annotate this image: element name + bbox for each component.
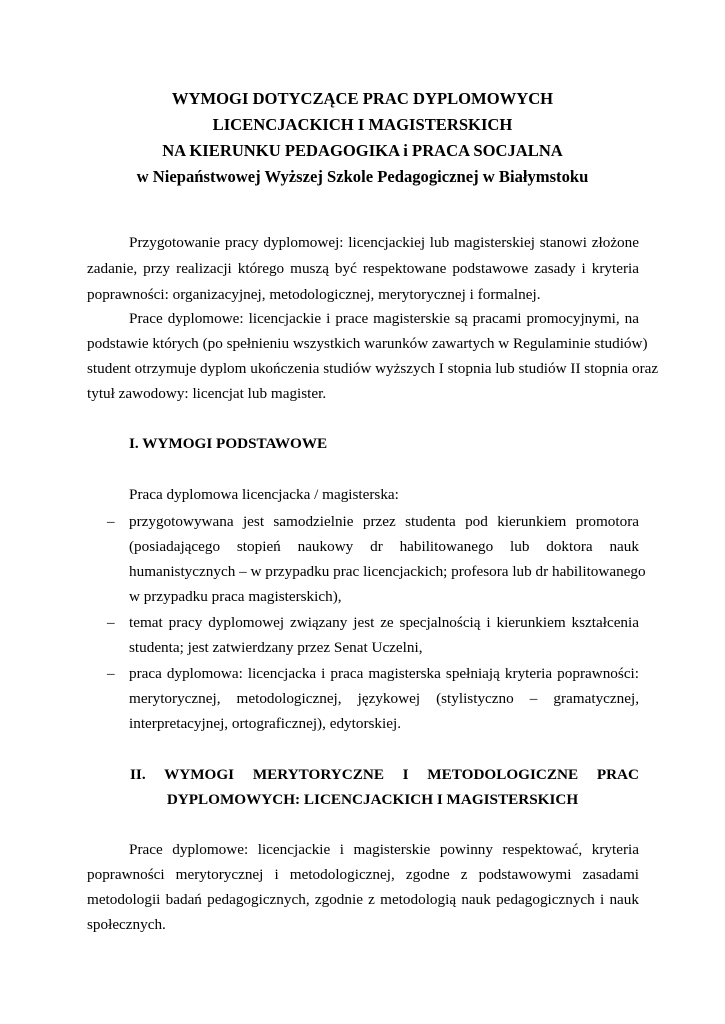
title-line-3: NA KIERUNKU PEDAGOGIKA i PRACA SOCJALNA (162, 141, 563, 160)
title-line-2: LICENCJACKICH I MAGISTERSKICH (212, 115, 513, 134)
intro-p1-line-3: poprawności: organizacyjnej, metodologicznej, merytorycznej i formalnej. (87, 286, 541, 303)
bullet-3-line-1: praca dyplomowa: licencjacka i praca magisterska spełniają kryteria poprawności: (129, 665, 639, 682)
bullet-dash: – (107, 614, 115, 631)
section-1-lead: Praca dyplomowa licencjacka / magisterska: (129, 486, 399, 503)
intro-p1-line-2: zadanie, przy realizacji którego muszą być respektowane podstawowe zasady i kryteria (87, 260, 639, 277)
bullet-2-line-1: temat pracy dyplomowej związany jest ze specjalnością i kierunkiem kształcenia (129, 614, 639, 631)
document-title (0, 86, 725, 190)
bullet-dash: – (107, 665, 115, 682)
bullet-3-line-3: interpretacyjnej, ortograficznej), edytorskiej. (129, 715, 401, 732)
intro-p2-line-1: Prace dyplomowe: licencjackie i prace magisterskie są pracami promocyjnymi, na (129, 310, 639, 327)
bullet-1-line-4: w przypadku praca magisterskich), (129, 588, 342, 605)
intro-p2-line-2: podstawie których (po spełnieniu wszystkich warunków zawartych w Regulaminie studiów) (87, 335, 648, 352)
section-2-p1-line-1: Prace dyplomowe: licencjackie i magisterskie powinny respektować, kryteria (129, 841, 639, 858)
section-2-p1-line-4: społecznych. (87, 916, 166, 933)
bullet-dash: – (107, 513, 115, 530)
section-1-heading: I. WYMOGI PODSTAWOWE (129, 435, 328, 452)
title-line-1: WYMOGI DOTYCZĄCE PRAC DYPLOMOWYCH (171, 89, 554, 108)
bullet-3-line-2: merytorycznej, metodologicznej, językowej (stylistyczno – gramatycznej, (129, 690, 639, 707)
bullet-1-line-2: (posiadającego stopień naukowy dr habilitowanego lub doktora nauk (129, 538, 639, 555)
bullet-1-line-1: przygotowywana jest samodzielnie przez studenta pod kierunkiem promotora (129, 513, 639, 530)
intro-p2-line-3: student otrzymuje dyplom ukończenia studiów wyższych I stopnia lub studiów II stopnia oraz (87, 360, 659, 377)
section-2-heading-line-2: DYPLOMOWYCH: LICENCJACKICH I MAGISTERSKICH (166, 791, 579, 808)
section-2-heading-line-1: II. WYMOGI MERYTORYCZNE I METODOLOGICZNE PRAC (130, 766, 639, 783)
intro-p2-line-4: tytuł zawodowy: licencjat lub magister. (87, 385, 327, 402)
section-2-p1-line-2: poprawności merytorycznej i metodologicznej, zgodne z podstawowymi zasadami (87, 866, 639, 883)
bullet-2-line-2: studenta; jest zatwierdzany przez Senat Uczelni, (129, 639, 423, 656)
bullet-1-line-3: humanistycznych – w przypadku prac licencjackich; profesora lub dr habilitowanego (129, 563, 646, 580)
title-line-4: w Niepaństwowej Wyższej Szkole Pedagogicznej w Białymstoku (136, 167, 589, 186)
intro-p1-line-1: Przygotowanie pracy dyplomowej: licencjackiej lub magisterskiej stanowi złożone (129, 234, 639, 251)
section-2-p1-line-3: metodologii badań pedagogicznych, zgodnie z metodologią nauk pedagogicznych i nauk (87, 891, 639, 908)
